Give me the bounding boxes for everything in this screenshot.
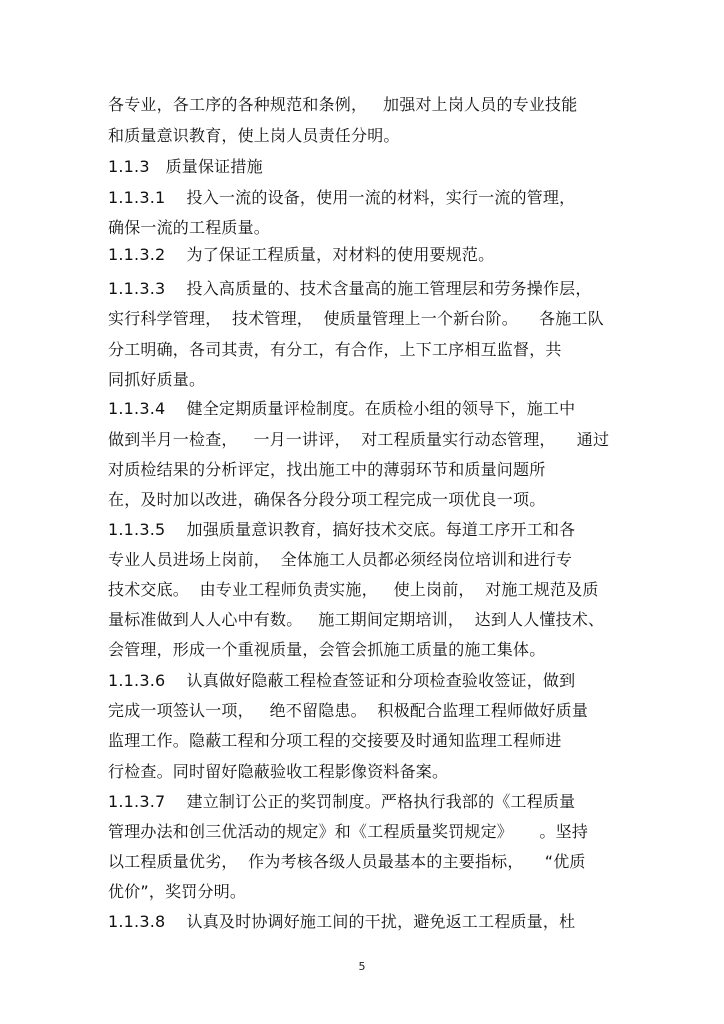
text-line: 1.1.3.3 投入高质量的、技术含量高的施工管理层和劳务操作层， bbox=[108, 279, 592, 298]
text-line: 对质检结果的分析评定，找出施工中的薄弱环节和质量问题所 bbox=[108, 460, 546, 479]
text-line: 1.1.3.4 健全定期质量评检制度。在质检小组的领导下，施工中 bbox=[108, 399, 576, 418]
text-line: 在，及时加以改进，确保各分段分项工程完成一项优良一项。 bbox=[108, 490, 546, 509]
text-line: 实行科学管理， 技术管理， 使质量管理上一个新台阶。 各施工队 bbox=[108, 309, 604, 328]
text-line: 优价”，奖罚分明。 bbox=[108, 882, 247, 901]
text-line: 技术交底。 由专业工程师负责实施， 使上岗前， 对施工规范及质 bbox=[108, 580, 599, 599]
text-line: 1.1.3.8 认真及时协调好施工间的干扰，避免返工工程质量，杜 bbox=[108, 912, 576, 931]
text-line: 完成一项签认一项， 绝不留隐患。 积极配合监理工程师做好质量 bbox=[108, 701, 589, 720]
text-line: 监理工作。隐蔽工程和分项工程的交接要及时通知监理工程师进 bbox=[108, 731, 562, 750]
text-line: 以工程质量优劣， 作为考核各级人员最基本的主要指标， “优质 bbox=[108, 852, 586, 871]
text-line: 同抓好质量。 bbox=[108, 370, 206, 389]
text-line: 1.1.3.2 为了保证工程质量，对材料的使用要规范。 bbox=[108, 245, 495, 264]
text-line: 和质量意识教育，使上岗人员责任分明。 bbox=[108, 126, 400, 145]
text-line: 专业人员进场上岗前， 全体施工人员都必须经岗位培训和进行专 bbox=[108, 550, 573, 569]
text-line: 量标准做到人人心中有数。 施工期间定期培训， 达到人人懂技术、 bbox=[108, 610, 605, 629]
text-line: 1.1.3.7 建立制订公正的奖罚制度。严格执行我部的《工程质量 bbox=[108, 792, 576, 811]
text-line: 1.1.3.5 加强质量意识教育，搞好技术交底。每道工序开工和各 bbox=[108, 520, 576, 539]
page-number: 5 bbox=[358, 960, 366, 973]
text-line: 行检查。同时留好隐蔽验收工程影像资料备案。 bbox=[108, 762, 449, 781]
text-line: 各专业，各工序的各种规范和条例， 加强对上岗人员的专业技能 bbox=[108, 95, 578, 114]
text-line: 1.1.3.6 认真做好隐蔽工程检查签证和分项检查验收签证，做到 bbox=[108, 671, 576, 690]
section-heading: 1.1.3 质量保证措施 bbox=[108, 157, 263, 176]
text-line: 1.1.3.1 投入一流的设备，使用一流的材料，实行一流的管理， bbox=[108, 188, 576, 207]
text-line: 会管理，形成一个重视质量，会管会抓施工质量的施工集体。 bbox=[108, 640, 546, 659]
text-line: 管理办法和创三优活动的规定》和《工程质量奖罚规定》 。坚持 bbox=[108, 822, 589, 841]
text-line: 分工明确，各司其责，有分工，有合作，上下工序相互监督，共 bbox=[108, 340, 562, 359]
text-line: 做到半月一检查， 一月一讲评， 对工程质量实行动态管理， 通过 bbox=[108, 430, 610, 449]
text-line: 确保一流的工程质量。 bbox=[108, 218, 271, 237]
